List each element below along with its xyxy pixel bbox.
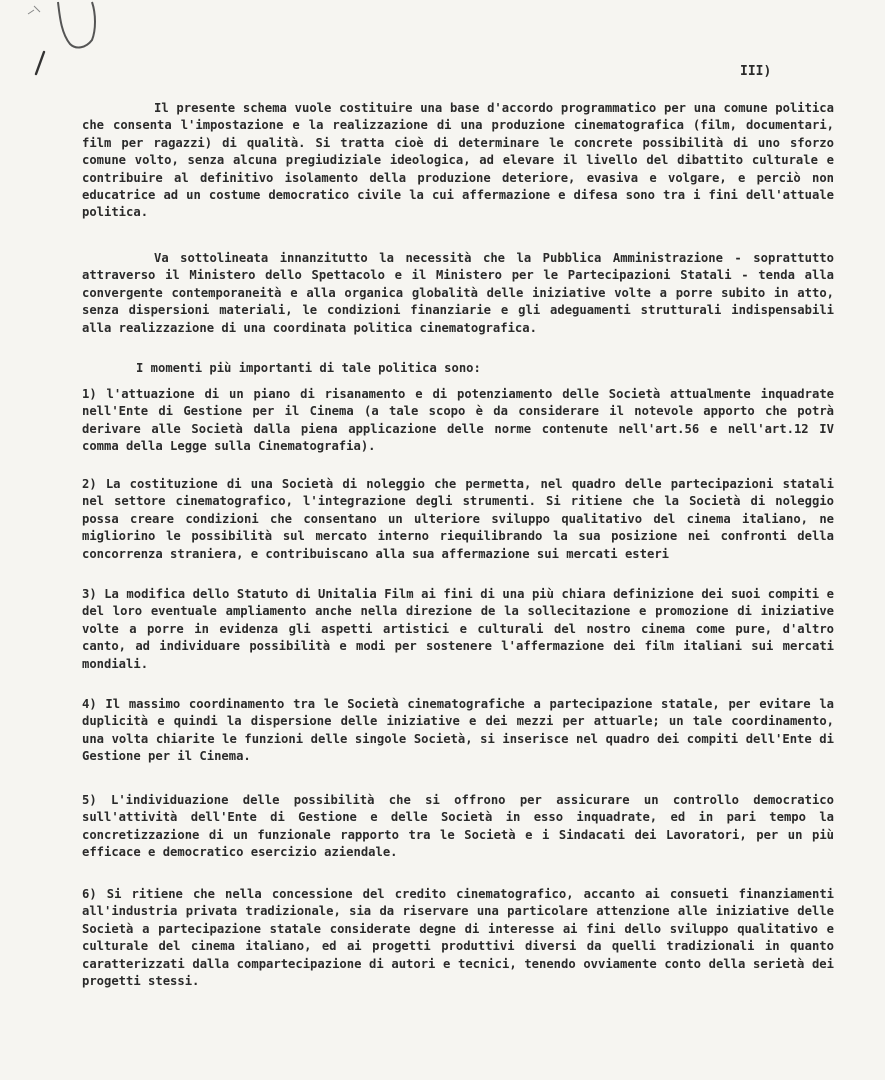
list-item-3: 3) La modifica dello Statuto di Unitalia Film ai fini di una più chiara definizione dei suoi compiti e del loro eventuale ampliamento anche nella direzione de la sollecitazione e promozione di iniziative volte a porre in evidenza gli aspetti artistici e culturali del nostro cinema come pure, d'altro canto, ad individuare possibilità e modi per sostenere l'affermazione dei film italiani sui mercati mondiali. [82, 587, 834, 671]
intro-paragraph-3: I momenti più importanti di tale politica sono: [136, 361, 481, 375]
list-item-4: 4) Il massimo coordinamento tra le Società cinematografiche a partecipazione statale, per evitare la duplicità e quindi la dispersione delle iniziative e dei mezzi per attuarle; un tale coordinamento, una volta chiarite le funzioni delle singole Società, si inserisce nel quadro dei compiti dell'Ente di Gestione per il Cinema. [82, 697, 834, 764]
intro-paragraph-1: Il presente schema vuole costituire una base d'accordo programmatico per una comune politica che consenta l'impostazione e la realizzazione di una produzione cinematografica (film, documentari, film per ragazzi) di qualità. Si tratta cioè di determinare le concrete possibilità di uno sforzo comune volto, senza alcuna pregiudiziale ideologica, ad elevare il livello del dibattito culturale e contribuire al definitivo isolamento della produzione deteriore, evasiva e volgare, e perciò non educatrice ad un costume democratico civile la cui affermazione e difesa sono tra i fini dell'attuale politica. [82, 101, 834, 220]
pencil-mark-icon [0, 0, 110, 90]
intro-paragraph-2: Va sottolineata innanzitutto la necessità che la Pubblica Amministrazione - soprattutto attraverso il Ministero dello Spettacolo e il Ministero per le Partecipazioni Statali - tenda alla convergente contemporaneità e alla organica globalità delle iniziative volte a porre subito in atto, senza dispersioni materiali, le condizioni finanziarie e gli adeguamenti strutturali indispensabili alla realizzazione di una coordinata politica cinematografica. [82, 251, 834, 335]
list-item-2: 2) La costituzione di una Società di noleggio che permetta, nel quadro delle partecipazioni statali nel settore cinematografico, l'integrazione degli strumenti. Si ritiene che la Società di noleggio possa creare condizioni che consentano un ulteriore sviluppo qualitativo del cinema italiano, ne migliorino le possibilità sul mercato interno riequilibrando la sua posizione nei confronti della concorrenza straniera, e contribuiscano alla sua affermazione sui mercati esteri [82, 477, 834, 561]
page-number: III) [740, 64, 772, 79]
list-item-1: 1) l'attuazione di un piano di risanamento e di potenziamento delle Società attualmente inquadrate nell'Ente di Gestione per il Cinema (a tale scopo è da considerare il notevole apporto che potrà derivare alle Società dalla piena applicazione delle norme contenute nell'art.56 e nell'art.12 IV comma della Legge sulla Cinematografia). [82, 387, 834, 454]
list-item-5: 5) L'individuazione delle possibilità che si offrono per assicurare un controllo democratico sull'attività dell'Ente di Gestione e delle Società in esso inquadrate, ed in pari tempo la concretizzazione di un funzionale rapporto tra le Società e i Sindacati dei Lavoratori, per un più efficace e democratico esercizio aziendale. [82, 793, 834, 860]
list-item-6: 6) Si ritiene che nella concessione del credito cinematografico, accanto ai consueti finanziamenti all'industria privata tradizionale, sia da riservare una particolare attenzione alle iniziative delle Società a partecipazione statale considerate degne di interesse ai fini dello sviluppo qualitativo e culturale del cinema italiano, ed ai progetti produttivi diversi da quelli tradizionali in quanto caratterizzati dalla compartecipazione di autori e tecnici, tenendo ovviamente conto della serietà dei progetti stessi. [82, 887, 834, 989]
